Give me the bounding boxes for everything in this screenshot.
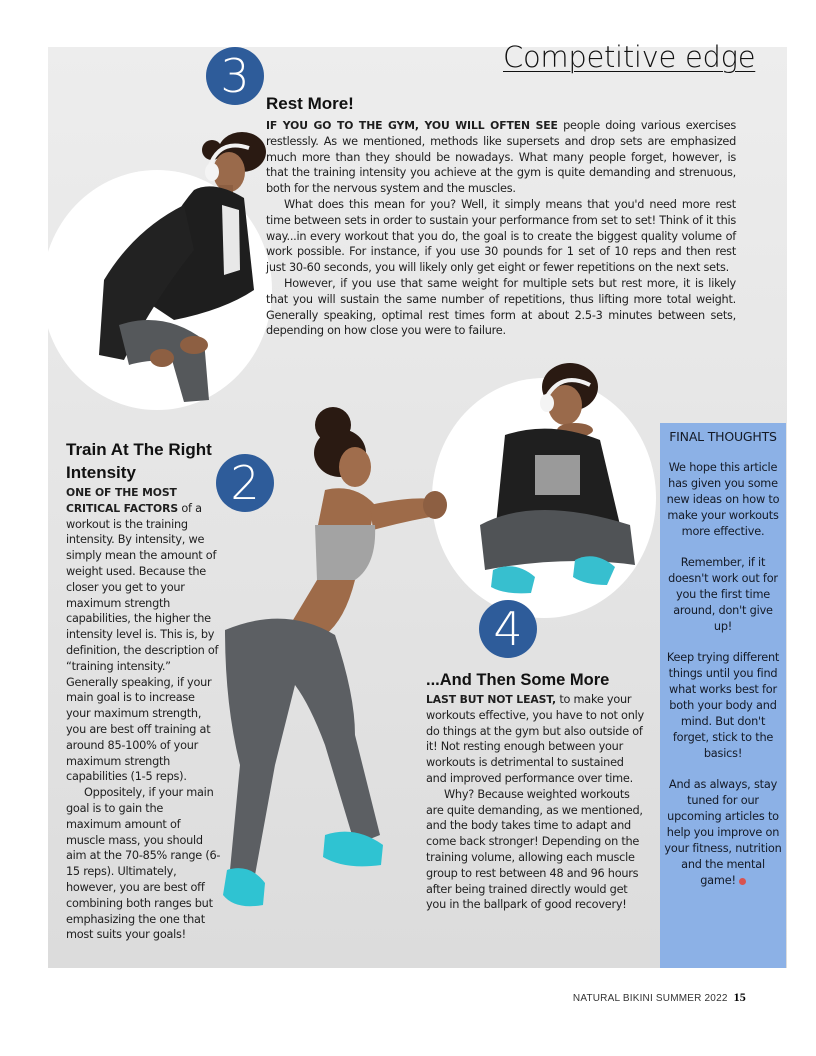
intensity-body — [66, 485, 221, 943]
final-thoughts-text — [664, 428, 782, 889]
more-heading: ...And Then Some More — [426, 671, 610, 689]
intensity-p1: of a workout is the training intensity. By intensity, we simply mean the amount of weight used. Because the closer you get to your maximum strength capabilities, the higher the intensity level is. This is, by definition, the description of “training intensity.” Generally speaking, if your main goal is to increase your maximum strength, you are best off training at around 85-100% of your maximum strength capabilities (1-5 reps). — [66, 501, 219, 784]
more-body — [426, 692, 644, 913]
section-number-4: 4 — [479, 600, 537, 658]
final-thoughts-p1: We hope this article has given you some new ideas on how to make your workouts more effective. — [666, 461, 780, 538]
intensity-lead: ONE OF THE MOST CRITICAL FACTORS — [66, 486, 179, 515]
publication-name: NATURAL BIKINI SUMMER 2022 — [572, 993, 728, 1004]
page-number: 15 — [733, 990, 746, 1004]
more-p1: to make your workouts effective, you have to not only do things at the gym but also outside of it! Not resting enough between your workouts is detrimental to sustained and improved performance over time. — [426, 693, 644, 785]
rest-body — [266, 118, 736, 339]
sitting-woman-photo — [455, 355, 655, 610]
section-number-3: 3 — [206, 47, 264, 105]
final-thoughts-p3: Keep trying different things until you find what works best for both your body and mind. But don't forget, stick to the basics! — [666, 651, 780, 760]
final-thoughts-heading: FINAL THOUGHTS — [669, 429, 777, 444]
final-thoughts-p2: Remember, if it doesn't work out for you the first time around, don't give up! — [668, 556, 778, 633]
rest-lead: IF YOU GO TO THE GYM, YOU WILL OFTEN SEE — [266, 119, 558, 132]
intensity-heading: Train At The Right Intensity — [66, 440, 212, 482]
rest-p2: What does this mean for you? Well, it simply means that you'd need more rest time between sets in order to sustain your performance from set to set! Think of it this way...in every workout that you do, the goal is to create the biggest quality volume of work possible. For instance, if you use 30 pounds for 1 set of 10 reps and then rest just 30-60 seconds, you will likely only get eight or fewer repetitions on the next sets. — [266, 197, 736, 275]
section-number-2: 2 — [216, 454, 274, 512]
crouching-woman-photo — [44, 110, 279, 410]
more-lead: LAST BUT NOT LEAST, — [426, 693, 557, 706]
end-mark-icon — [739, 878, 746, 885]
rest-p3: However, if you use that same weight for multiple sets but rest more, it is likely that you will sustain the same number of repetitions, thus lifting more total weight. Generally speaking, optimal rest times form at about 2.5-3 minutes between sets, depending on how close you were to failure. — [266, 276, 736, 338]
page-footer — [573, 990, 746, 1005]
rest-heading: Rest More! — [266, 94, 354, 113]
final-thoughts-p4: And as always, stay tuned for our upcoming articles to help you improve on your fitness, nutrition and the mental game! — [664, 778, 782, 887]
rest-p1: people doing various exercises restlessly. As we mentioned, methods like supersets and drop sets are emphasized much more than they should be nowadays. What many people forget, however, is that the training intensity you achieve at the gym is quite demanding and strenuous, both for the nervous system and the muscles. — [266, 119, 736, 196]
more-p2: Why? Because weighted workouts are quite demanding, as we mentioned, and the body takes time to adapt and come back stronger! Depending on the training volume, allowing each muscle group to rest between 48 and 96 hours after being trained directly would get you in the ballpark of good recovery! — [426, 787, 643, 912]
page-title: Competitive edge — [503, 40, 756, 74]
intensity-p2: Oppositely, if your main goal is to gain the maximum amount of muscle mass, you should aim at the 70-85% range (6-15 reps). Ultimately, however, you are best off combining both ranges but emphasizing the one that most suits your goals! — [66, 786, 221, 942]
